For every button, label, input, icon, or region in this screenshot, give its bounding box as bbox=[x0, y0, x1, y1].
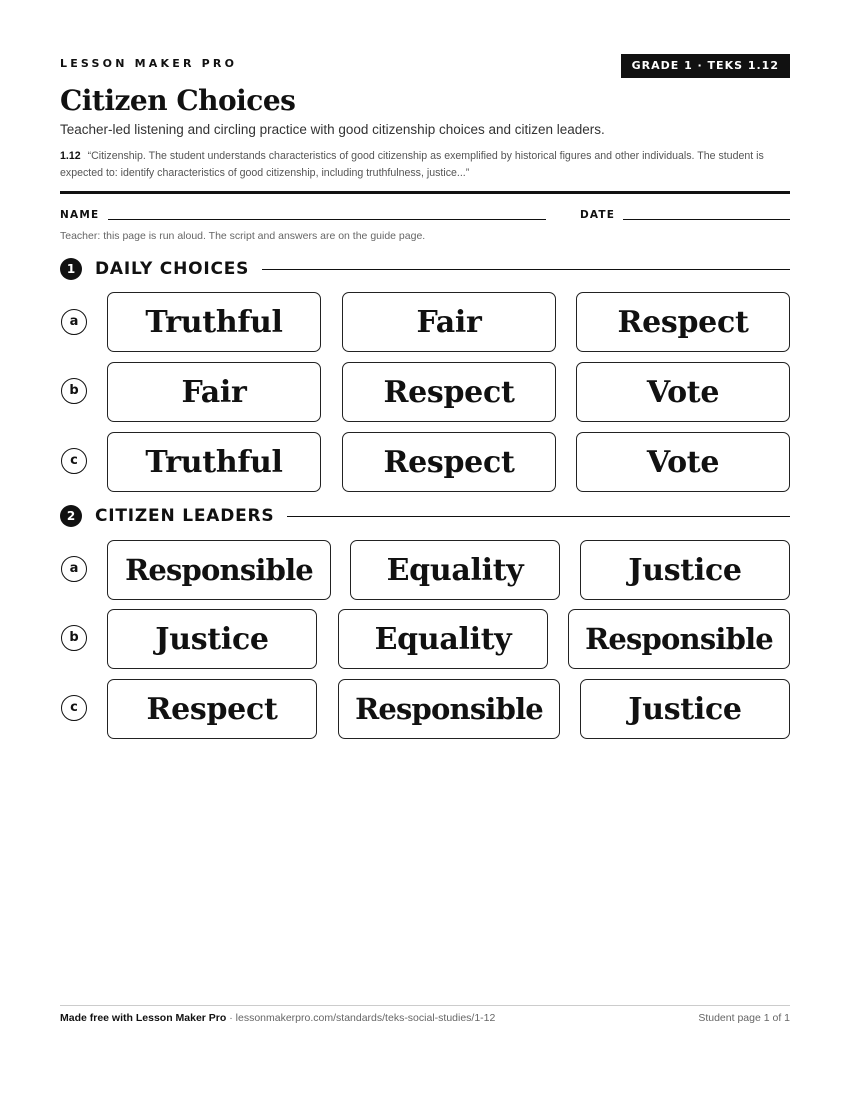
choice-box[interactable]: Vote bbox=[576, 362, 790, 422]
standard-code: 1.12 bbox=[60, 150, 81, 162]
standard-text bbox=[60, 148, 795, 182]
choice-box[interactable]: Respect bbox=[107, 679, 317, 739]
choice-box[interactable]: Equality bbox=[338, 609, 548, 669]
worksheet-page bbox=[60, 0, 790, 1100]
section-divider bbox=[262, 269, 790, 270]
row-letter-c: c bbox=[61, 695, 87, 721]
teacher-note: Teacher: this page is run aloud. The script and answers are on the guide page. bbox=[60, 230, 426, 242]
date-field[interactable] bbox=[623, 219, 790, 220]
footer-divider bbox=[60, 1005, 790, 1006]
row-letter-a: a bbox=[61, 309, 87, 335]
header-divider bbox=[60, 191, 790, 194]
choice-box[interactable]: Respect bbox=[576, 292, 790, 352]
row-letter-a: a bbox=[61, 556, 87, 582]
choice-box[interactable]: Equality bbox=[350, 540, 560, 600]
choice-box[interactable]: Justice bbox=[580, 679, 790, 739]
choice-box[interactable]: Truthful bbox=[107, 432, 321, 492]
section-divider bbox=[287, 516, 790, 517]
footer-page-number: Student page 1 of 1 bbox=[698, 1012, 790, 1024]
standard-quote: “Citizenship. The student understands characteristics of good citizenship as exemplified by historical figures and other individuals. The student is expected to: identify characteristics of good citizenship, including truthfulness, justice...” bbox=[60, 150, 764, 179]
choice-box[interactable]: Truthful bbox=[107, 292, 321, 352]
choice-box[interactable]: Vote bbox=[576, 432, 790, 492]
grade-badge: GRADE 1 · TEKS 1.12 bbox=[621, 54, 790, 78]
date-label: DATE bbox=[580, 209, 616, 221]
name-label: NAME bbox=[60, 209, 100, 221]
page-title: Citizen Choices bbox=[60, 84, 296, 117]
footer-made-by: Made free with Lesson Maker Pro bbox=[60, 1012, 227, 1024]
choice-box[interactable]: Fair bbox=[342, 292, 556, 352]
brand-name: LESSON MAKER PRO bbox=[60, 57, 238, 70]
choice-box[interactable]: Respect bbox=[342, 362, 556, 422]
footer-separator: · bbox=[226, 1012, 236, 1024]
choice-box[interactable]: Justice bbox=[580, 540, 790, 600]
section-daily-choices bbox=[60, 257, 790, 281]
choice-box[interactable]: Justice bbox=[107, 609, 317, 669]
section-title: CITIZEN LEADERS bbox=[95, 506, 275, 526]
section-number: 2 bbox=[60, 505, 82, 527]
choice-box[interactable]: Responsible bbox=[568, 609, 790, 669]
row-letter-b: b bbox=[61, 625, 87, 651]
choice-box[interactable]: Responsible bbox=[107, 540, 331, 600]
choice-box[interactable]: Respect bbox=[342, 432, 556, 492]
choice-box[interactable]: Fair bbox=[107, 362, 321, 422]
section-title: DAILY CHOICES bbox=[95, 259, 250, 279]
footer-credit bbox=[60, 1012, 495, 1024]
section-citizen-leaders bbox=[60, 504, 790, 528]
page-subtitle: Teacher-led listening and circling practice with good citizenship choices and citizen leaders. bbox=[60, 122, 605, 137]
choice-box[interactable]: Responsible bbox=[338, 679, 560, 739]
row-letter-c: c bbox=[61, 448, 87, 474]
footer-url[interactable]: lessonmakerpro.com/standards/teks-social-studies/1-12 bbox=[235, 1012, 496, 1024]
row-letter-b: b bbox=[61, 378, 87, 404]
name-field[interactable] bbox=[108, 219, 546, 220]
section-number: 1 bbox=[60, 258, 82, 280]
